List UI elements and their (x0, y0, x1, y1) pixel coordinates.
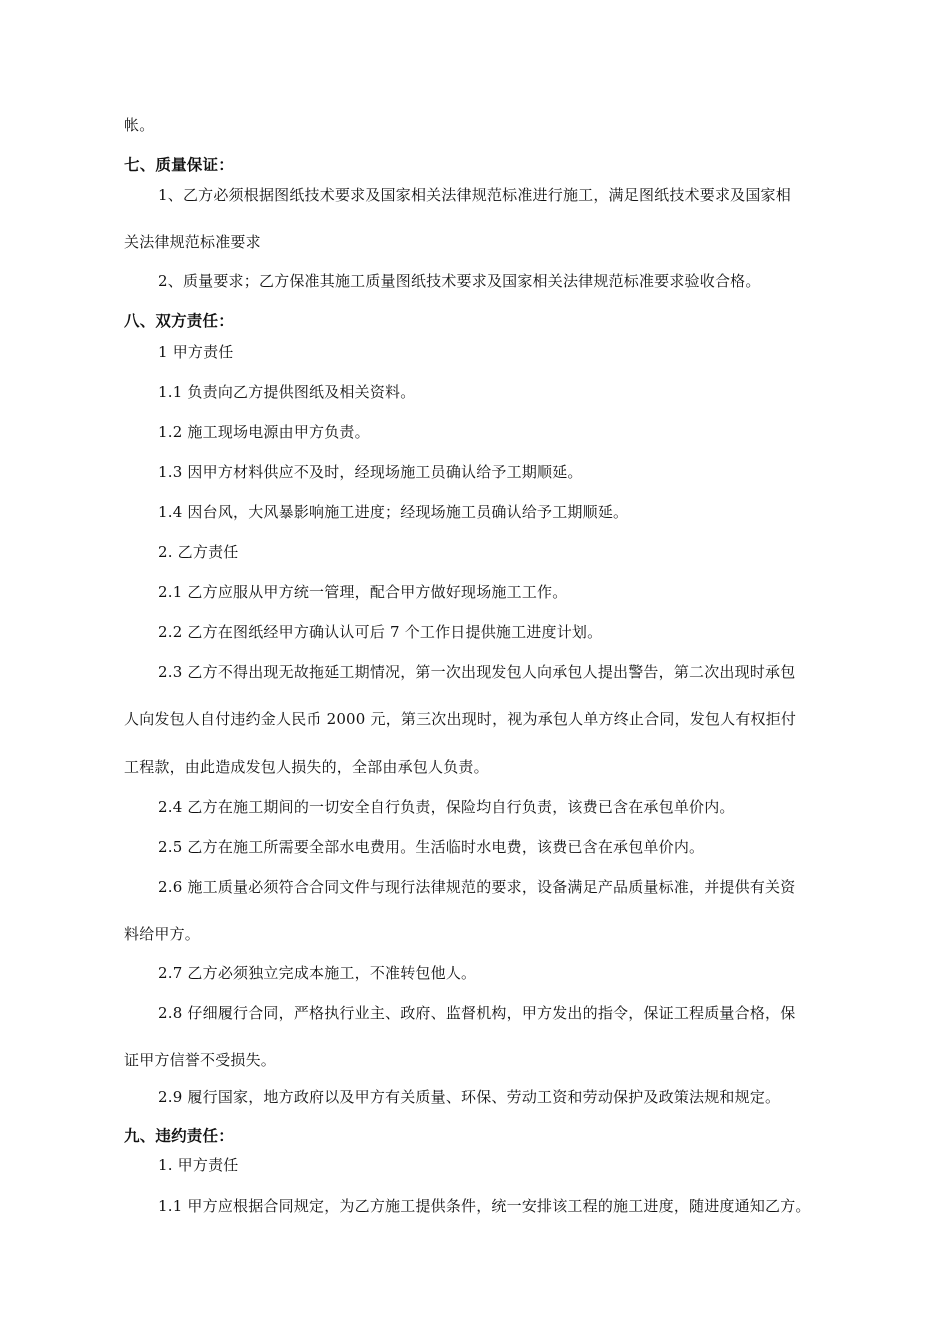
section-heading-mutual-responsibilities: 八、双方责任： (124, 312, 234, 330)
paragraph-line: 2.1 乙方应服从甲方统一管理，配合甲方做好现场施工工作。 (158, 583, 568, 601)
paragraph-line: 人向发包人自付违约金人民币 2000 元，第三次出现时，视为承包人单方终止合同，发包人有权拒付 (124, 710, 797, 728)
paragraph-line: 1、乙方必须根据图纸技术要求及国家相关法律规范标准进行施工，满足图纸技术要求及国家相 (158, 186, 791, 204)
paragraph-line: 1 甲方责任 (158, 343, 234, 361)
paragraph-line: 2.9 履行国家，地方政府以及甲方有关质量、环保、劳动工资和劳动保护及政策法规和规定。 (158, 1088, 781, 1106)
paragraph-line: 2、质量要求；乙方保准其施工质量图纸技术要求及国家相关法律规范标准要求验收合格。 (158, 272, 761, 290)
paragraph-line: 2.6 施工质量必须符合合同文件与现行法律规范的要求，设备满足产品质量标准，并提供有关资 (158, 878, 796, 896)
paragraph-line: 关法律规范标准要求 (124, 233, 261, 251)
paragraph-line: 2.5 乙方在施工所需要全部水电费用。生活临时水电费，该费已含在承包单价内。 (158, 838, 705, 856)
paragraph-line: 证甲方信誉不受损失。 (124, 1051, 277, 1069)
paragraph-line: 2.8 仔细履行合同，严格执行业主、政府、监督机构，甲方发出的指令，保证工程质量合格，保 (158, 1004, 796, 1022)
paragraph-line: 2. 乙方责任 (158, 543, 239, 561)
paragraph-line: 1.2 施工现场电源由甲方负责。 (158, 423, 370, 441)
paragraph-line: 1.1 甲方应根据合同规定，为乙方施工提供条件，统一安排该工程的施工进度，随进度通知乙方。 (158, 1197, 811, 1215)
paragraph-line: 2.2 乙方在图纸经甲方确认认可后 7 个工作日提供施工进度计划。 (158, 623, 603, 641)
section-heading-quality-guarantee: 七、质量保证： (124, 156, 234, 174)
paragraph-line: 1.1 负责向乙方提供图纸及相关资料。 (158, 383, 416, 401)
paragraph-line: 1.3 因甲方材料供应不及时，经现场施工员确认给予工期顺延。 (158, 463, 583, 481)
paragraph-line: 2.4 乙方在施工期间的一切安全自行负责，保险均自行负责，该费已含在承包单价内。 (158, 798, 735, 816)
paragraph-line: 2.7 乙方必须独立完成本施工，不准转包他人。 (158, 964, 477, 982)
paragraph-line: 1.4 因台风，大风暴影响施工进度；经现场施工员确认给予工期顺延。 (158, 503, 629, 521)
paragraph-line: 帐。 (124, 116, 155, 134)
paragraph-line: 料给甲方。 (124, 925, 201, 943)
paragraph-line: 工程款，由此造成发包人损失的，全部由承包人负责。 (124, 758, 489, 776)
paragraph-line: 1. 甲方责任 (158, 1156, 239, 1174)
section-heading-breach-liability: 九、违约责任： (124, 1127, 234, 1145)
paragraph-line: 2.3 乙方不得出现无故拖延工期情况，第一次出现发包人向承包人提出警告，第二次出现时承包 (158, 663, 796, 681)
